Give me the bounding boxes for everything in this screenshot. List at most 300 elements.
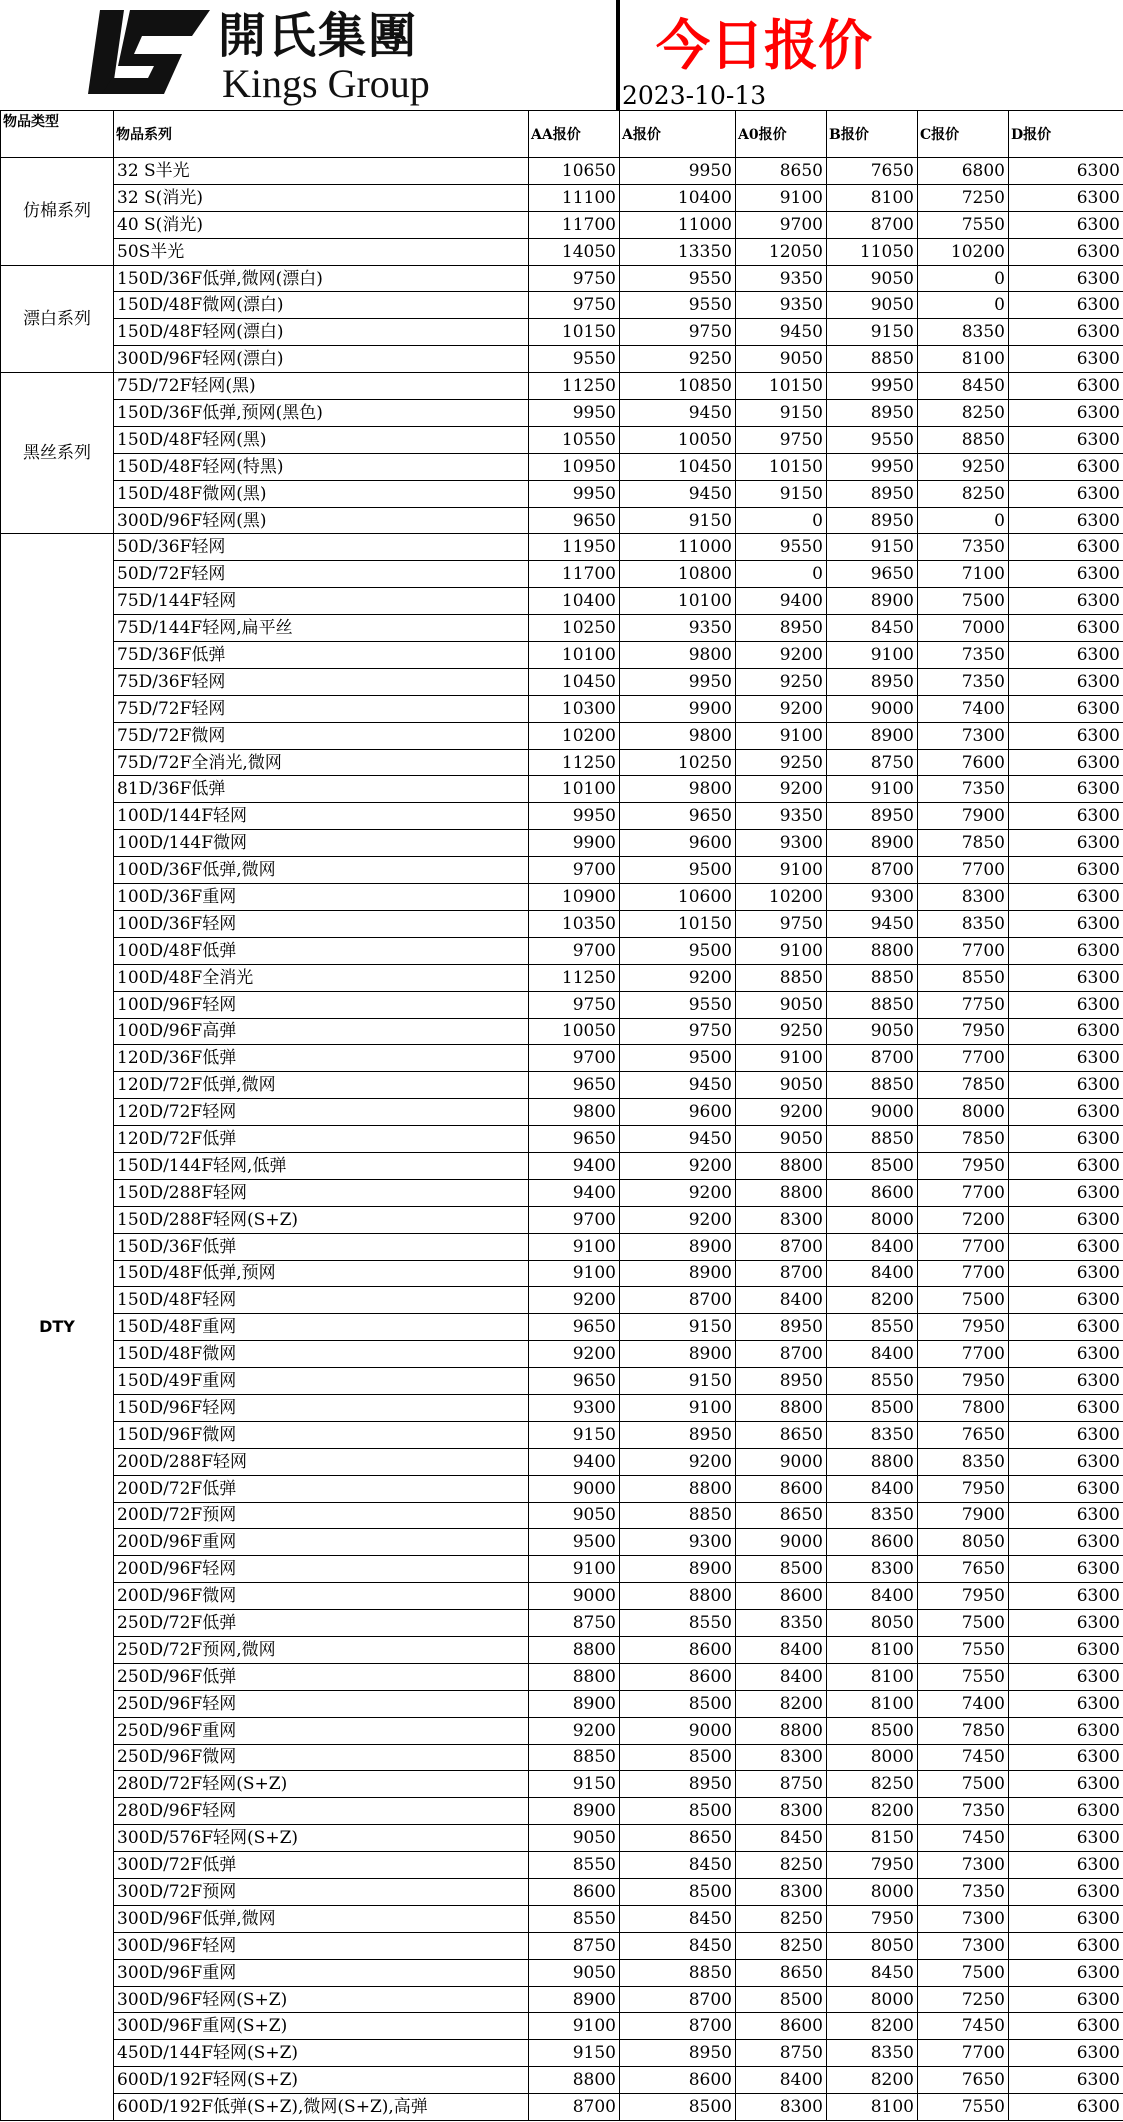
series-name-cell: 250D/96F重网: [114, 1717, 529, 1744]
price-cell-b: 8400: [827, 1260, 918, 1287]
price-cell-aa: 8550: [529, 1852, 620, 1879]
price-cell-aa: 8900: [529, 1798, 620, 1825]
series-name-cell: 150D/48F轻网(黑): [114, 426, 529, 453]
series-name-cell: 150D/36F低弹: [114, 1233, 529, 1260]
price-cell-aa: 11250: [529, 964, 620, 991]
series-name-cell: 250D/96F微网: [114, 1744, 529, 1771]
series-name-cell: 150D/288F轻网: [114, 1179, 529, 1206]
series-name-cell: 150D/96F微网: [114, 1421, 529, 1448]
series-name-cell: 250D/96F轻网: [114, 1690, 529, 1717]
price-cell-c: 10200: [918, 238, 1009, 265]
price-cell-a: 10400: [620, 184, 736, 211]
price-cell-d: 6300: [1009, 1394, 1123, 1421]
column-header-type: 物品类型: [1, 111, 114, 158]
price-cell-a: 9450: [620, 480, 736, 507]
price-cell-aa: 9400: [529, 1179, 620, 1206]
price-cell-d: 6300: [1009, 642, 1123, 669]
price-cell-a: 9800: [620, 776, 736, 803]
table-row: [1, 158, 1123, 185]
price-cell-c: 7950: [918, 1314, 1009, 1341]
price-cell-aa: 9700: [529, 1045, 620, 1072]
price-cell-aa: 9950: [529, 480, 620, 507]
price-cell-b: 9050: [827, 1018, 918, 1045]
price-cell-d: 6300: [1009, 749, 1123, 776]
table-row: [1, 1663, 1123, 1690]
price-cell-d: 6300: [1009, 1072, 1123, 1099]
price-cell-aa: 10050: [529, 1018, 620, 1045]
price-cell-a0: 9050: [736, 1126, 827, 1153]
table-row: [1, 964, 1123, 991]
price-cell-d: 6300: [1009, 1610, 1123, 1637]
price-cell-b: 11050: [827, 238, 918, 265]
price-cell-aa: 10900: [529, 884, 620, 911]
price-cell-b: 8700: [827, 857, 918, 884]
table-row: [1, 534, 1123, 561]
price-cell-a: 8900: [620, 1233, 736, 1260]
price-cell-c: 7700: [918, 2040, 1009, 2067]
price-cell-aa: 9100: [529, 2013, 620, 2040]
table-row: [1, 937, 1123, 964]
price-cell-a: 9800: [620, 722, 736, 749]
price-cell-a0: 8200: [736, 1690, 827, 1717]
price-cell-a: 11000: [620, 211, 736, 238]
table-row: [1, 615, 1123, 642]
price-cell-a: 9450: [620, 1072, 736, 1099]
price-cell-c: 7250: [918, 184, 1009, 211]
table-row: [1, 1421, 1123, 1448]
price-cell-b: 8000: [827, 1986, 918, 2013]
price-cell-d: 6300: [1009, 400, 1123, 427]
category-cell: 漂白系列: [1, 265, 114, 373]
price-cell-c: 7950: [918, 1152, 1009, 1179]
price-cell-c: 7350: [918, 642, 1009, 669]
price-cell-d: 6300: [1009, 1287, 1123, 1314]
series-name-cell: 300D/96F重网(S+Z): [114, 2013, 529, 2040]
table-row: [1, 1610, 1123, 1637]
price-cell-aa: 9400: [529, 1152, 620, 1179]
price-cell-aa: 11100: [529, 184, 620, 211]
series-name-cell: 300D/96F轻网(漂白): [114, 346, 529, 373]
price-cell-d: 6300: [1009, 373, 1123, 400]
price-cell-a0: 9350: [736, 803, 827, 830]
series-name-cell: 150D/48F微网(漂白): [114, 292, 529, 319]
price-cell-a0: 9100: [736, 722, 827, 749]
price-cell-a: 8450: [620, 1932, 736, 1959]
price-cell-a0: 9250: [736, 1018, 827, 1045]
price-cell-a0: 9750: [736, 426, 827, 453]
price-cell-a0: 9050: [736, 346, 827, 373]
price-cell-d: 6300: [1009, 319, 1123, 346]
price-cell-c: 7750: [918, 991, 1009, 1018]
price-cell-a: 9500: [620, 937, 736, 964]
table-row: [1, 211, 1123, 238]
table-header-row: [1, 111, 1123, 158]
price-cell-d: 6300: [1009, 1744, 1123, 1771]
price-cell-b: 9050: [827, 292, 918, 319]
table-row: [1, 1717, 1123, 1744]
price-cell-d: 6300: [1009, 1556, 1123, 1583]
table-body: [1, 158, 1123, 2121]
price-cell-a0: 8950: [736, 1314, 827, 1341]
price-cell-aa: 9650: [529, 507, 620, 534]
price-cell-a0: 8800: [736, 1717, 827, 1744]
price-cell-a: 8550: [620, 1610, 736, 1637]
price-cell-a0: 9050: [736, 991, 827, 1018]
series-name-cell: 100D/36F低弹,微网: [114, 857, 529, 884]
price-cell-d: 6300: [1009, 534, 1123, 561]
price-cell-aa: 9950: [529, 803, 620, 830]
series-name-cell: 120D/72F低弹: [114, 1126, 529, 1153]
price-cell-a: 8700: [620, 1287, 736, 1314]
price-cell-c: 7950: [918, 1018, 1009, 1045]
category-cell: DTY: [1, 534, 114, 2121]
price-cell-a0: 8250: [736, 1932, 827, 1959]
price-cell-a: 8700: [620, 2013, 736, 2040]
table-row: [1, 2094, 1123, 2121]
price-cell-a0: 8650: [736, 158, 827, 185]
table-row: [1, 346, 1123, 373]
series-name-cell: 150D/288F轻网(S+Z): [114, 1206, 529, 1233]
table-row: [1, 1905, 1123, 1932]
series-name-cell: 100D/144F轻网: [114, 803, 529, 830]
price-cell-aa: 9650: [529, 1126, 620, 1153]
price-cell-c: 8450: [918, 373, 1009, 400]
price-cell-a0: 9000: [736, 1448, 827, 1475]
price-cell-b: 9550: [827, 426, 918, 453]
price-cell-b: 8800: [827, 1448, 918, 1475]
price-cell-d: 6300: [1009, 1852, 1123, 1879]
price-cell-aa: 9100: [529, 1260, 620, 1287]
table-row: [1, 668, 1123, 695]
price-cell-c: 7500: [918, 1287, 1009, 1314]
table-row: [1, 1879, 1123, 1906]
price-cell-a: 8500: [620, 1690, 736, 1717]
price-cell-a: 9150: [620, 507, 736, 534]
price-cell-b: 8300: [827, 1556, 918, 1583]
price-cell-b: 8100: [827, 1690, 918, 1717]
price-cell-c: 7300: [918, 1852, 1009, 1879]
price-cell-b: 8850: [827, 346, 918, 373]
price-cell-d: 6300: [1009, 184, 1123, 211]
price-cell-a0: 9200: [736, 695, 827, 722]
table-row: [1, 1179, 1123, 1206]
price-cell-c: 8100: [918, 346, 1009, 373]
price-cell-b: 8500: [827, 1152, 918, 1179]
series-name-cell: 300D/96F轻网: [114, 1932, 529, 1959]
price-cell-d: 6300: [1009, 1583, 1123, 1610]
table-row: [1, 400, 1123, 427]
price-cell-a: 8850: [620, 1959, 736, 1986]
table-row: [1, 1690, 1123, 1717]
series-name-cell: 150D/48F微网(黑): [114, 480, 529, 507]
price-cell-d: 6300: [1009, 803, 1123, 830]
price-cell-aa: 9800: [529, 1099, 620, 1126]
price-cell-b: 8250: [827, 1771, 918, 1798]
price-cell-b: 8700: [827, 1045, 918, 1072]
price-cell-c: 7850: [918, 830, 1009, 857]
table-row: [1, 184, 1123, 211]
table-row: [1, 1798, 1123, 1825]
price-cell-aa: 10100: [529, 642, 620, 669]
price-cell-d: 6300: [1009, 1529, 1123, 1556]
column-header-b-price: B报价: [827, 111, 918, 158]
column-header-c-price: C报价: [918, 111, 1009, 158]
price-cell-c: 7200: [918, 1206, 1009, 1233]
price-cell-a0: 8400: [736, 1636, 827, 1663]
price-cell-a0: 8650: [736, 1502, 827, 1529]
price-cell-a0: 9150: [736, 480, 827, 507]
price-cell-c: 7450: [918, 1825, 1009, 1852]
price-cell-b: 9950: [827, 373, 918, 400]
price-cell-b: 8050: [827, 1932, 918, 1959]
price-cell-c: 7600: [918, 749, 1009, 776]
table-row: [1, 1959, 1123, 1986]
table-row: [1, 1852, 1123, 1879]
price-cell-c: 8250: [918, 480, 1009, 507]
price-cell-d: 6300: [1009, 1341, 1123, 1368]
price-cell-a0: 8650: [736, 1421, 827, 1448]
price-cell-aa: 10550: [529, 426, 620, 453]
column-header-series: 物品系列: [114, 111, 529, 158]
series-name-cell: 600D/192F轻网(S+Z): [114, 2067, 529, 2094]
price-cell-d: 6300: [1009, 884, 1123, 911]
table-row: [1, 857, 1123, 884]
price-cell-c: 6800: [918, 158, 1009, 185]
price-cell-a0: 9250: [736, 749, 827, 776]
logo-english-name: Kings Group: [222, 61, 430, 106]
series-name-cell: 50D/72F轻网: [114, 561, 529, 588]
price-cell-b: 8600: [827, 1529, 918, 1556]
price-cell-aa: 8800: [529, 2067, 620, 2094]
price-cell-c: 7450: [918, 1744, 1009, 1771]
price-cell-b: 9050: [827, 265, 918, 292]
series-name-cell: 250D/72F低弹: [114, 1610, 529, 1637]
price-cell-a0: 9100: [736, 184, 827, 211]
price-cell-c: 7850: [918, 1717, 1009, 1744]
price-cell-a: 9000: [620, 1717, 736, 1744]
price-cell-a: 8900: [620, 1260, 736, 1287]
price-cell-d: 6300: [1009, 1502, 1123, 1529]
table-row: [1, 238, 1123, 265]
series-name-cell: 120D/72F轻网: [114, 1099, 529, 1126]
price-cell-a: 8650: [620, 1825, 736, 1852]
series-name-cell: 300D/96F轻网(黑): [114, 507, 529, 534]
table-row: [1, 1394, 1123, 1421]
table-row: [1, 1260, 1123, 1287]
price-cell-a0: 9750: [736, 910, 827, 937]
price-cell-b: 8200: [827, 1287, 918, 1314]
category-cell: 黑丝系列: [1, 373, 114, 534]
table-row: [1, 1475, 1123, 1502]
table-row: [1, 910, 1123, 937]
price-cell-c: 7700: [918, 937, 1009, 964]
price-cell-a: 9600: [620, 1099, 736, 1126]
price-cell-a0: 8800: [736, 1152, 827, 1179]
price-cell-c: 7450: [918, 2013, 1009, 2040]
table-row: [1, 1932, 1123, 1959]
price-cell-c: 7350: [918, 1879, 1009, 1906]
price-cell-c: 7550: [918, 1636, 1009, 1663]
price-cell-c: 7700: [918, 1045, 1009, 1072]
header-divider: [616, 0, 620, 110]
table-row: [1, 453, 1123, 480]
series-name-cell: 300D/72F预网: [114, 1879, 529, 1906]
price-cell-aa: 8900: [529, 1690, 620, 1717]
table-row: [1, 830, 1123, 857]
price-cell-a0: 8300: [736, 1206, 827, 1233]
price-cell-d: 6300: [1009, 453, 1123, 480]
price-cell-a: 8600: [620, 1636, 736, 1663]
price-cell-aa: 10450: [529, 668, 620, 695]
page-title: 今日报价: [656, 14, 872, 77]
price-cell-d: 6300: [1009, 588, 1123, 615]
table-row: [1, 265, 1123, 292]
price-cell-aa: 9750: [529, 265, 620, 292]
price-cell-aa: 8550: [529, 1905, 620, 1932]
series-name-cell: 100D/48F全消光: [114, 964, 529, 991]
price-cell-a0: 8800: [736, 1179, 827, 1206]
price-cell-a: 10150: [620, 910, 736, 937]
price-cell-aa: 10250: [529, 615, 620, 642]
price-cell-d: 6300: [1009, 1260, 1123, 1287]
price-cell-d: 6300: [1009, 480, 1123, 507]
price-cell-a0: 8700: [736, 1260, 827, 1287]
price-cell-d: 6300: [1009, 1179, 1123, 1206]
price-cell-b: 9100: [827, 642, 918, 669]
price-cell-d: 6300: [1009, 346, 1123, 373]
series-name-cell: 300D/96F低弹,微网: [114, 1905, 529, 1932]
price-cell-b: 8950: [827, 480, 918, 507]
column-header-aa-price: AA报价: [529, 111, 620, 158]
price-cell-a0: 8350: [736, 1610, 827, 1637]
price-cell-b: 8900: [827, 830, 918, 857]
price-cell-d: 6300: [1009, 1959, 1123, 1986]
price-cell-b: 8100: [827, 1663, 918, 1690]
price-cell-a: 9200: [620, 1206, 736, 1233]
price-cell-c: 8250: [918, 400, 1009, 427]
table-row: [1, 1233, 1123, 1260]
price-cell-c: 7650: [918, 1556, 1009, 1583]
series-name-cell: 200D/96F重网: [114, 1529, 529, 1556]
price-cell-d: 6300: [1009, 1879, 1123, 1906]
price-cell-b: 8550: [827, 1314, 918, 1341]
series-name-cell: 100D/36F轻网: [114, 910, 529, 937]
price-cell-b: 8150: [827, 1825, 918, 1852]
price-cell-a0: 9550: [736, 534, 827, 561]
price-cell-aa: 10100: [529, 776, 620, 803]
price-cell-a: 9550: [620, 292, 736, 319]
price-cell-a0: 9350: [736, 265, 827, 292]
price-cell-a: 8950: [620, 1421, 736, 1448]
series-name-cell: 100D/96F高弹: [114, 1018, 529, 1045]
price-cell-b: 8100: [827, 1636, 918, 1663]
price-cell-a: 9500: [620, 1045, 736, 1072]
price-table: [0, 110, 1123, 2121]
table-row: [1, 749, 1123, 776]
price-cell-b: 8350: [827, 2040, 918, 2067]
price-cell-c: 8350: [918, 319, 1009, 346]
price-cell-d: 6300: [1009, 1152, 1123, 1179]
price-cell-d: 6300: [1009, 1905, 1123, 1932]
price-cell-d: 6300: [1009, 265, 1123, 292]
price-cell-c: 7700: [918, 1341, 1009, 1368]
price-cell-a: 8700: [620, 1986, 736, 2013]
table-row: [1, 884, 1123, 911]
series-name-cell: 150D/48F微网: [114, 1341, 529, 1368]
price-cell-a: 9550: [620, 265, 736, 292]
price-cell-a0: 10200: [736, 884, 827, 911]
price-cell-d: 6300: [1009, 238, 1123, 265]
price-cell-a: 8450: [620, 1852, 736, 1879]
price-cell-b: 9100: [827, 776, 918, 803]
table-row: [1, 1744, 1123, 1771]
price-cell-d: 6300: [1009, 1636, 1123, 1663]
price-cell-aa: 9200: [529, 1717, 620, 1744]
price-cell-a: 9450: [620, 1126, 736, 1153]
price-cell-aa: 9700: [529, 1206, 620, 1233]
price-cell-d: 6300: [1009, 1986, 1123, 2013]
price-cell-a0: 9350: [736, 292, 827, 319]
table-row: [1, 1583, 1123, 1610]
price-cell-a: 9300: [620, 1529, 736, 1556]
price-cell-a0: 8400: [736, 1287, 827, 1314]
price-cell-a: 10600: [620, 884, 736, 911]
price-cell-c: 0: [918, 265, 1009, 292]
quote-date: 2023-10-13: [622, 81, 767, 110]
price-cell-c: 8850: [918, 426, 1009, 453]
table-row: [1, 373, 1123, 400]
price-cell-d: 6300: [1009, 1475, 1123, 1502]
series-name-cell: 200D/288F轻网: [114, 1448, 529, 1475]
price-cell-a: 10050: [620, 426, 736, 453]
price-cell-d: 6300: [1009, 857, 1123, 884]
table-row: [1, 1368, 1123, 1395]
price-cell-d: 6300: [1009, 1421, 1123, 1448]
table-row: [1, 2040, 1123, 2067]
price-cell-d: 6300: [1009, 1045, 1123, 1072]
table-row: [1, 642, 1123, 669]
table-row: [1, 776, 1123, 803]
price-cell-a0: 8950: [736, 615, 827, 642]
price-cell-d: 6300: [1009, 1368, 1123, 1395]
price-cell-aa: 9400: [529, 1448, 620, 1475]
price-cell-b: 7950: [827, 1905, 918, 1932]
table-row: [1, 1986, 1123, 2013]
price-cell-b: 8200: [827, 2013, 918, 2040]
price-cell-aa: 8850: [529, 1744, 620, 1771]
price-cell-d: 6300: [1009, 1825, 1123, 1852]
price-cell-aa: 9700: [529, 937, 620, 964]
price-cell-d: 6300: [1009, 507, 1123, 534]
price-cell-aa: 9950: [529, 400, 620, 427]
series-name-cell: 75D/36F低弹: [114, 642, 529, 669]
price-cell-b: 8500: [827, 1394, 918, 1421]
price-cell-c: 7900: [918, 803, 1009, 830]
series-name-cell: 100D/48F低弹: [114, 937, 529, 964]
price-cell-a0: 8750: [736, 2040, 827, 2067]
price-cell-b: 8400: [827, 1583, 918, 1610]
table-row: [1, 480, 1123, 507]
price-cell-a: 9550: [620, 991, 736, 1018]
price-cell-c: 8050: [918, 1529, 1009, 1556]
price-cell-aa: 10300: [529, 695, 620, 722]
price-cell-a0: 8400: [736, 2067, 827, 2094]
series-name-cell: 32 S(消光): [114, 184, 529, 211]
price-cell-a0: 8600: [736, 1583, 827, 1610]
price-cell-b: 8000: [827, 1879, 918, 1906]
price-cell-d: 6300: [1009, 937, 1123, 964]
price-cell-b: 7650: [827, 158, 918, 185]
